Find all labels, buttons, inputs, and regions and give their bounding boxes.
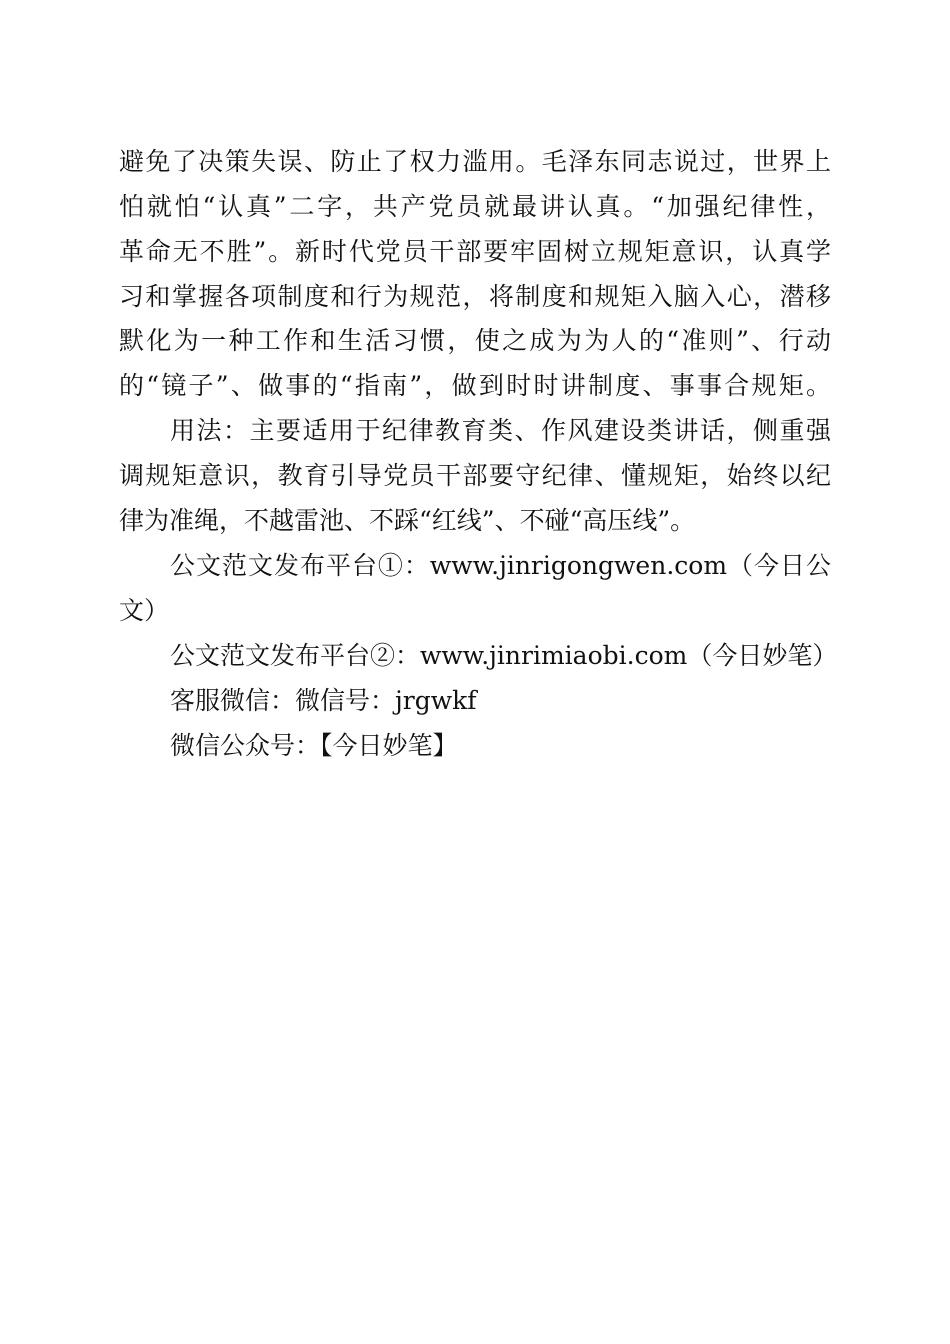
body-text-line: 习和掌握各项制度和行为规范，将制度和规矩入脑入心，潜移 <box>119 282 831 311</box>
usage-text-line: 律为准绳，不越雷池、不踩“红线”、不碰“高压线”。 <box>119 506 696 535</box>
body-text-line: 的“镜子”、做事的“指南”，做到时时讲制度、事事合规矩。 <box>119 371 831 400</box>
usage-text-line: 用法：主要适用于纪律教育类、作风建设类讲话，侧重强 <box>170 416 831 445</box>
wechat-account-line: 微信公众号：【今日妙笔】 <box>170 731 458 760</box>
platform-1-line-continued: 文） <box>119 596 170 625</box>
body-text-line: 革命无不胜”。新时代党员干部要牢固树立规矩意识，认真学 <box>119 237 831 266</box>
platform-1-line: 公文范文发布平台①：www.jinrigongwen.com（今日公 <box>170 551 831 580</box>
body-text-line: 默化为一种工作和生活习惯，使之成为为人的“准则”、行动 <box>119 326 831 355</box>
platform-2-line: 公文范文发布平台②：www.jinrimiaobi.com（今日妙笔） <box>170 641 838 670</box>
body-text-line: 避免了决策失误、防止了权力滥用。毛泽东同志说过，世界上 <box>119 147 831 176</box>
usage-text-line: 调规矩意识，教育引导党员干部要守纪律、懂规矩，始终以纪 <box>119 461 831 490</box>
body-text-line: 怕就怕“认真”二字，共产党员就最讲认真。“加强纪律性， <box>119 192 831 221</box>
customer-service-line: 客服微信：微信号：jrgwkf <box>170 686 477 715</box>
